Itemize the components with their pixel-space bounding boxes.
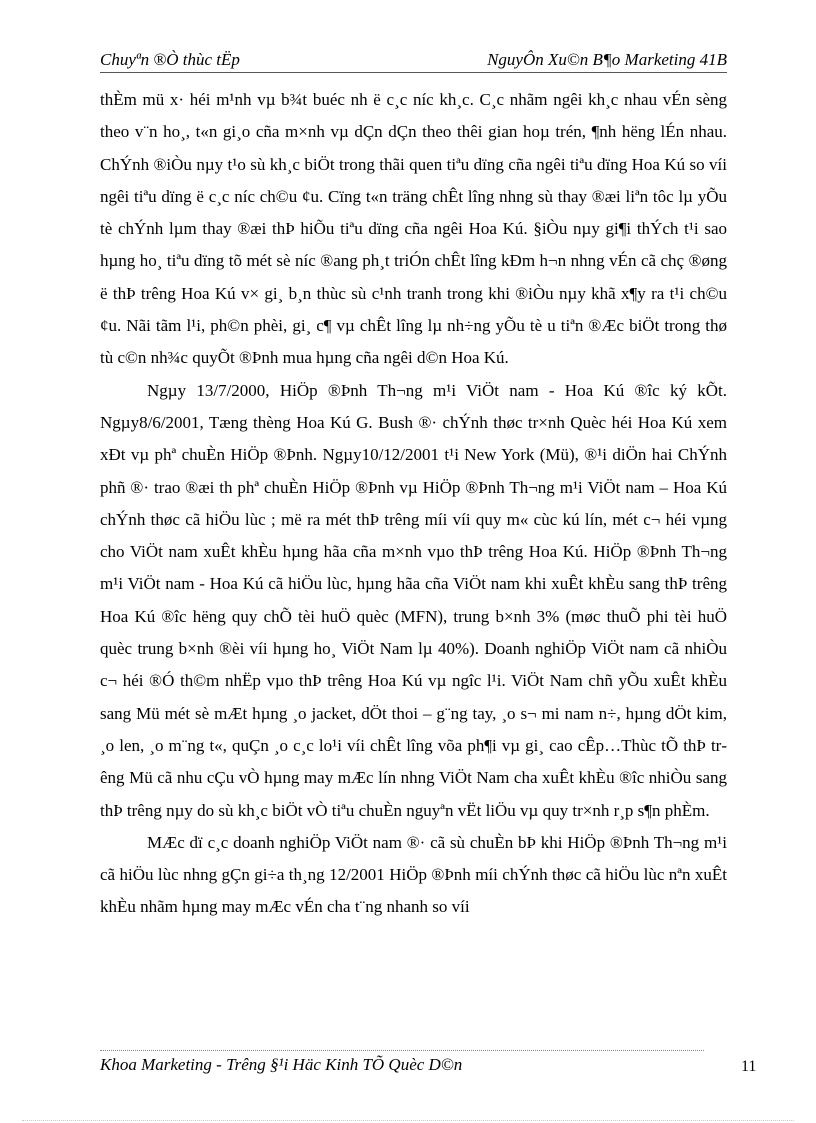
page-header	[100, 50, 727, 73]
header-author-class: NguyÔn Xu©n B¶o Marketing 41B	[487, 50, 727, 69]
footer-divider	[100, 1050, 704, 1051]
paragraph-2: Ngµy 13/7/2000, HiÖp ®Þnh Th¬ng m¹i ViÖt nam - Hoa Kú ®îc ký kÕt. Ngµy8/6/2001, Tæng thèng Hoa Kú G. Bush ®· chÝnh thøc tr×nh Quèc héi Hoa Kú xem xÐt vµ phª chuÈn HiÖp ®Þnh. Ngµy10/12/2001 t¹i New York (Mü), ®¹i diÖn hai ChÝnh phñ ®· trao ®æi th phª chuÈn HiÖp ®Þnh vµ HiÖp ®Þnh Th¬ng m¹i ViÖt nam – Hoa Kú chÝnh thøc cã hiÖu lùc ; më ra mét thÞ trêng míi víi quy m« cùc kú lín, mét c¬ héi vµng cho ViÖt nam xuÊt khÈu hµng hãa cña m×nh vµo thÞ trêng Hoa Kú. HiÖp ®Þnh Th¬ng m¹i ViÖt nam - Hoa Kú cã hiÖu lùc, hµng hãa cña ViÖt nam khi xuÊt khÈu sang thÞ trêng Hoa Kú ®îc hëng quy chÕ tèi huÖ quèc (MFN), trung b×nh 3% (møc thuÕ phi tèi huÖ quèc trung b×nh ®èi víi hµng ho¸ ViÖt Nam lµ 40%). Doanh nghiÖp ViÖt nam cã nhiÒu c¬ héi ®Ó th©m nhËp vµo thÞ trêng Hoa Kú vµ ngîc l¹i. ViÖt Nam chñ yÕu xuÊt khÈu sang Mü mét sè mÆt hµng ¸o jacket, dÖt thoi – g¨ng tay, ¸o s¬ mi nam n÷, hµng dÖt kim, ¸o len, ¸o m¨ng t«, quÇn ¸o c¸c lo¹i víi chÊt lîng võa ph¶i vµ gi¸ cao cÊp…Thùc tÕ thÞ trêng Mü cã nhu cÇu vÒ hµng may mÆc lín nhng ViÖt Nam cha xuÊt khÈu ®îc nhiÒu sang thÞ trêng nµy do sù kh¸c biÖt vÒ tiªu chuÈn nguyªn vËt liÖu vµ quy tr×nh r¸p s¶n phÈm.	[100, 380, 727, 820]
body-text	[100, 84, 727, 924]
paragraph-3: MÆc dï c¸c doanh nghiÖp ViÖt nam ®· cã sù chuÈn bÞ khi HiÖp ®Þnh Th¬ng m¹i cã hiÖu lùc nhng gÇn gi÷a th¸ng 12/2001 HiÖp ®Þnh míi chÝnh thøc cã hiÖu lùc nªn xuÊt khÈu nhãm hµng may mÆc vÉn cha t¨ng nhanh so víi	[100, 832, 727, 917]
page-number: 11	[741, 1058, 757, 1075]
page-bottom-edge	[22, 1120, 794, 1121]
footer-faculty: Khoa Marketing - Trêng §¹i Häc Kinh TÕ Quèc D©n	[100, 1055, 463, 1074]
paragraph-1: thÈm mü x· héi m¹nh vµ b¾t buéc nh ë c¸c níc kh¸c. C¸c nhãm ngêi kh¸c nhau vÉn sèng theo v¨n ho¸, t«n gi¸o cña m×nh vµ dÇn dÇn theo thêi gian hoµ trén, ¶nh hëng lÉn nhau. ChÝnh ®iÒu nµy t¹o sù kh¸c biÖt trong thãi quen tiªu dïng cña ngêi tiªu dïng Hoa Kú so víi ngêi tiªu dïng ë c¸c níc ch©u ¢u. Cïng t«n träng chÊt lîng nhng sù thay ®æi liªn tôc lµ yÕu tè chÝnh lµm thay ®æi thÞ hiÕu tiªu dïng cña ngêi Hoa Kú. §iÒu nµy gi¶i thÝch t¹i sao hµng ho¸ tiªu dïng tõ mét sè níc ®ang ph¸t triÓn chÊt lîng kÐm h¬n nhng vÉn cã chç ®øng ë thÞ trêng Hoa Kú v× gi¸ b¸n thùc sù c¹nh tranh trong khi ®iÒu nµy khã x¶y ra t¹i ch©u ¢u. Nãi tãm l¹i, ph©n phèi, gi¸ c¶ vµ chÊt lîng lµ nh÷ng yÕu tè u tiªn ®Æc biÖt trong thø tù c©n nh¾c quyÕt ®Þnh mua hµng cña ngêi d©n Hoa Kú.	[100, 90, 727, 368]
header-document-type: Chuyªn ®Ò thùc tËp	[100, 50, 240, 69]
